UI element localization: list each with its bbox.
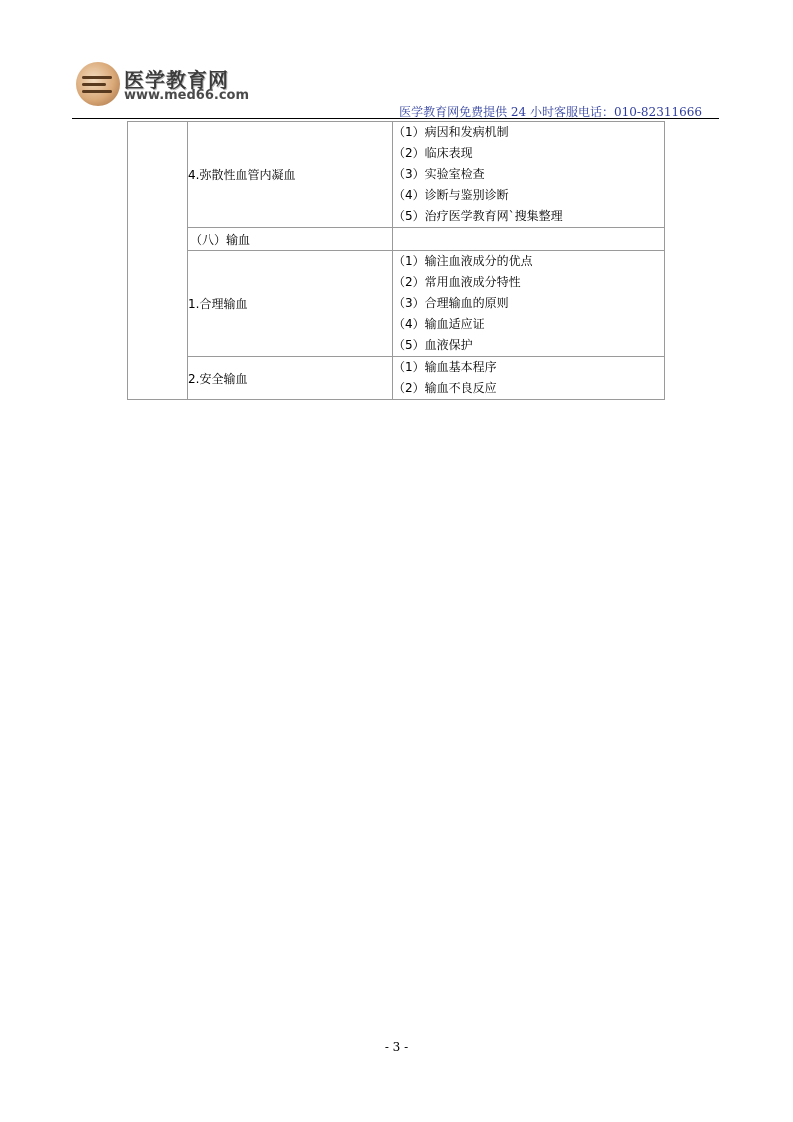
table-row [128, 251, 665, 357]
empty-cell [393, 228, 665, 251]
subtopic-item: （4）诊断与鉴别诊断 [393, 188, 509, 202]
subtopic-item: （4）输血适应证 [393, 317, 485, 331]
subtopic-item: （5）血液保护 [393, 338, 473, 352]
table-row [128, 357, 665, 400]
subtopic-item: （5）治疗医学教育网`搜集整理 [393, 209, 563, 223]
topic-cell: 4.弥散性血管内凝血 [188, 122, 393, 228]
subtopic-item: （2）输血不良反应 [393, 381, 497, 395]
syllabus-table [127, 121, 665, 400]
table-row [128, 122, 665, 228]
subtopic-item: （1）病因和发病机制 [393, 125, 509, 139]
page-number: - 3 - [384, 1040, 409, 1054]
section-heading-cell [188, 228, 393, 251]
logo-emblem-icon [76, 62, 120, 106]
site-logo [76, 62, 256, 108]
header-divider [72, 118, 719, 119]
header-service-text: 医学教育网免费提供 24 小时客服电话：010-82311666 [399, 105, 702, 119]
subtopic-item: （3）实验室检查 [393, 167, 485, 181]
subtopic-item: （1）输血基本程序 [393, 360, 497, 374]
subtopic-cell [393, 357, 665, 400]
subtopic-item: （3）合理输血的原则 [393, 296, 509, 310]
topic-cell: 2.安全输血 [188, 357, 393, 400]
logo-url: www.med66.com [124, 88, 250, 103]
subtopic-item: （2）临床表现 [393, 146, 473, 160]
subtopic-item: （2）常用血液成分特性 [393, 275, 521, 289]
subtopic-item: （1）输注血液成分的优点 [393, 254, 533, 268]
section-heading: （八）输血 [190, 232, 251, 247]
table-row [128, 228, 665, 251]
logo-name: 医学教育网 [124, 68, 229, 92]
subtopic-cell [393, 251, 665, 357]
topic-cell: 1.合理输血 [188, 251, 393, 357]
subtopic-cell [393, 122, 665, 228]
blank-column-cell [128, 122, 188, 400]
